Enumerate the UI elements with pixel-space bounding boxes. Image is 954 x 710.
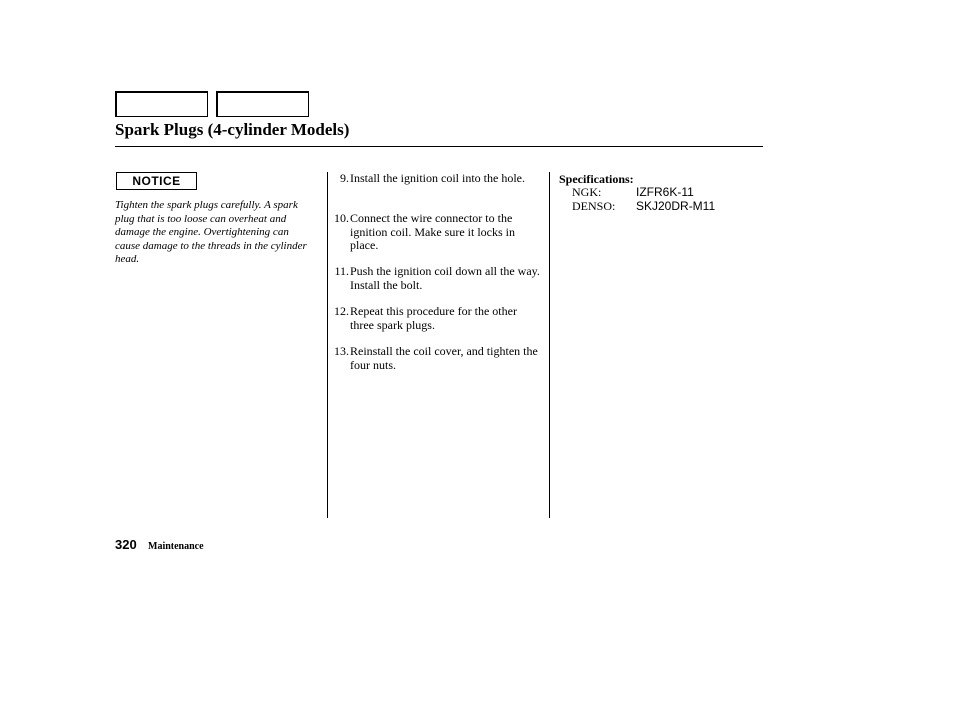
page-title: Spark Plugs (4-cylinder Models) [115, 120, 350, 139]
step-item [333, 305, 543, 332]
step-number: 12. [334, 304, 349, 318]
notice-label: NOTICE [116, 172, 197, 190]
column-divider-2 [549, 172, 550, 518]
step-number: 11. [334, 264, 349, 278]
nav-button-previous[interactable] [115, 91, 208, 117]
step-item [333, 345, 543, 372]
step-number: 9. [340, 171, 349, 185]
step-number: 13. [334, 344, 349, 358]
step-text: Push the ignition coil down all the way. Install the bolt. [350, 264, 540, 292]
spec-value: IZFR6K-11 [636, 185, 694, 199]
step-text: Repeat this procedure for the other three spark plugs. [350, 304, 517, 332]
spec-brand: DENSO: [572, 199, 616, 213]
notice-text: Tighten the spark plugs carefully. A spark plug that is too loose can overheat and damage the engine. Overtightening can cause damage to the threads in the cylinder head. [115, 199, 307, 265]
spec-value: SKJ20DR-M11 [636, 199, 716, 213]
page-number: 320 [115, 537, 137, 552]
nav-button-next[interactable] [216, 91, 309, 117]
step-item [333, 212, 543, 253]
step-text: Connect the wire connector to the ignition coil. Make sure it locks in place. [350, 211, 515, 252]
section-label: Maintenance [148, 541, 204, 552]
step-item [333, 172, 543, 186]
title-rule [115, 146, 763, 147]
step-number: 10. [334, 211, 349, 225]
spec-brand: NGK: [572, 185, 602, 199]
column-divider-1 [327, 172, 328, 518]
step-item [333, 265, 543, 292]
step-text: Install the ignition coil into the hole. [350, 171, 525, 185]
specifications-label: Specifications: [559, 172, 634, 186]
step-text: Reinstall the coil cover, and tighten the four nuts. [350, 344, 538, 372]
